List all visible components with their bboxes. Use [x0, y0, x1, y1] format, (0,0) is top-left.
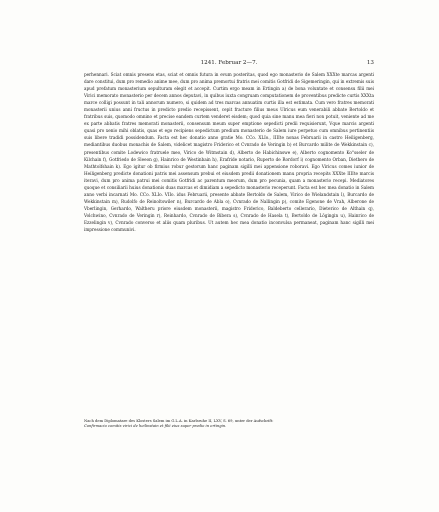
charter-text: [84, 71, 374, 233]
source-inscription: Confirmacio comitis virici de heilinstain et filii eius super predio in ertingin.: [84, 424, 227, 429]
page-number: 13: [366, 60, 374, 66]
source-note: [84, 419, 374, 430]
source-citation: Nach dem Diplomatare des Klosters Salem im G.L.A. in Karlsruhe II, LXV, S. 69, unter der Aufschrift:: [84, 419, 274, 423]
running-title: 1241. Februar 2—7.: [200, 60, 258, 66]
page-header: [84, 58, 374, 68]
charter-paragraph: perhennari. Sciat omnis presens etas, sciat et omnis futura in evum posteritas, quod ego monasterio de Salem XXXte marcas argenti dare constitui, dum pro remedio anime mee, dum pro anima premortui fratris mei comitis Gotfridi de Sigemeringin, qui in extremis suis apud prefatum monasterium sepulturam elegit et accepit. Curtim ergo meam in Ertingin a) de bona voluntate et consensu filii mei Virici memorato monasterio per decem annos deputavi, in quibus iuxta congruam computationem de proventibus predicte curtis XXXta marce colligi possunt in tali annorum numero, si quidem ad tres marcas annuatim curtis illa est estimata. Cum vero fratres memorati monasterii unius anni fructus in predicto predio recepissent, cepit fracture filius meus Ulricus eum venerabili abbate Bertoldo et fratribus suis, quomodo omnino et precise eandem curtem venderet eisdem; quod quia sine manu mea fieri non potuit, veniente ad me ex parte abbatis fratres memorati monasterii, consensum meum super emptione sepedicti predii requisierunt, Vque marcis argenti quasi pro xenio mihi oblatis, quas et ego recipiens sepedictum predium monasterio de Salem iure perpetuo cum omnibus pertinentiis suis libere tradidi possidendum. Facta est hec donatio anno gratie Mo. CCo. XLIo., IIIIte nonas Februarii in castro Heiligenberg, mediantibus duobus monachis de Salem, videlicet magistro Friderico et Cvnrado de Veringin b) et Burcardo milite de Wekkinstain c), presentibus comite Lodewico fratruele meo, Virico de Witmstain d), Alberto de Habichinswe e), Alberto cognomento Ko°sseler de Kilchain f), Gotfriedo de Sleeon g), Hainrico de Westinbain h), Erafride notario, Ruperto de Rordorf i) cognomento Orban, Diethero de Mathtolfshain k). Ego igitur ob firmius robur gestorum hanc paginam sigilli mei appensione roboravi. Ego Viricus comes iunior de Heiligenberg predicte donationi patris mei assensum prebui et eiusdem predii donationem manu propria recepits XXXte IIIIte marcis iteravi, dum pro anima patrui mei comitis Gotfridi ac parentum meorum, dum pro pecunia, quam a monasterio recepi. Mediatores quoque et consiliarii huius donationis duas marcas et dimidiam a sepedicto monasterio receperunt. Facta est hec mea donatio in Salem anno verbi incarnati Mo. CCo. XLIo. VIIo. idus Februarii, presente abbate Bertoldo de Salem, Virico de Wielandstain l), Burcardo de Wekkinstain m), Rudolfo de Reinoltswiler n), Burcardo de Abla o), Cvnrado de Nallingin p), comite Egenone de Vrah, Alberone de Vberlingin, Gerhardo, Waltheru priore eiusdem monasterii, magistro Friderico, Baldeberto cellerario, Dieterico de Althain q), Volchwino, Cvnrado de Veringin r), Reinhardo, Cvnrado de Bibera s), Cvnrado de Hasela t), Bertoldo de Lögingin u), Hainrico de Ezzelingin v), Cvnrado converso et aliis quam pluribus. Ut autem hec mea donatio inconvulsa permaneat, paginam hanc sigilli mei impressione communivi.: [84, 72, 374, 233]
